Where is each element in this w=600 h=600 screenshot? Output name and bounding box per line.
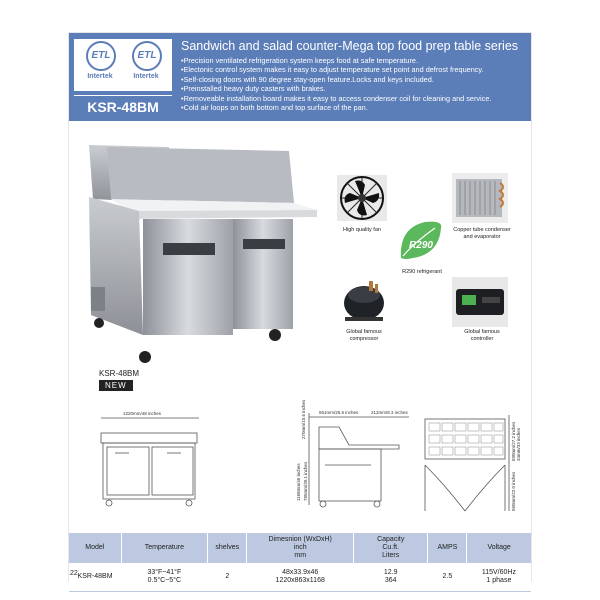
dim-height: 1168mm/46 inches xyxy=(296,463,301,501)
bullet-item: • Removeable installation board makes it easy to access condenser coil for cleaning and service. xyxy=(181,94,491,103)
table-header-row xyxy=(69,533,531,563)
cell-shelves: 2 xyxy=(208,563,247,592)
model-tag: KSR-48BM xyxy=(74,95,172,118)
controller-caption-line: controller xyxy=(470,335,494,342)
temp-celsius: 0.5°C~5°C xyxy=(147,577,182,584)
dim-inches: 48x33.9x46 xyxy=(282,569,319,576)
bullet-item: • Self-closing doors with 90 degree stay-open feature.Locks and keys included. xyxy=(181,75,491,84)
cell-temperature xyxy=(121,563,208,592)
col-model: Model xyxy=(69,533,121,563)
feature-bullets xyxy=(181,56,491,112)
cert-label: Intertek xyxy=(87,73,113,80)
col-shelves: shelves xyxy=(208,533,247,563)
dim-plan-depth: 690mm/27.2 inches xyxy=(511,421,516,461)
new-badge: NEW xyxy=(99,380,133,391)
capacity-liters: 364 xyxy=(384,577,397,584)
condenser-icon xyxy=(452,173,508,223)
bullet-item: • Precision ventilated refrigeration system keeps food at safe temperature. xyxy=(181,56,491,65)
voltage-line: 115V/60Hz xyxy=(481,569,516,576)
capacity-cuft: 12.9 xyxy=(383,569,398,576)
dim-side-depth-2: 212mm/8.3 inches xyxy=(371,410,408,415)
refrigerant-caption: R290 refrigerant xyxy=(402,269,442,275)
dim-lower-height: 785mm/30.1 inches xyxy=(303,461,308,501)
certification-box xyxy=(74,39,172,91)
controller-caption xyxy=(447,329,517,342)
col-temperature: Temperature xyxy=(121,533,208,563)
bullet-item: • Electonic control system makes it easy to adjust temperature set point and defrost frequency. xyxy=(181,65,491,74)
etl-logo-icon: ETL xyxy=(132,41,162,71)
col-capacity: Capacity Cu.ft. Liters xyxy=(353,533,427,563)
compressor-caption-line: Global famous xyxy=(346,329,382,335)
compressor-icon xyxy=(339,277,389,325)
dim-plan-depth-2: 34mm/33 inches xyxy=(516,427,521,461)
cell-capacity xyxy=(353,563,427,592)
product-caption: KSR-48BM xyxy=(99,369,140,378)
spec-table xyxy=(69,533,531,592)
fan-icon xyxy=(335,173,389,223)
col-amps: AMPS xyxy=(428,533,467,563)
controller-icon xyxy=(452,277,508,327)
cert-label: Intertek xyxy=(133,73,159,80)
dim-mm: 1220x863x1168 xyxy=(275,577,325,584)
r290-leaf-icon xyxy=(395,218,445,264)
condenser-caption xyxy=(447,227,517,240)
compressor-caption xyxy=(331,329,397,342)
etl-logo-icon: ETL xyxy=(86,41,116,71)
bullet-item: • Preinstalled heavy duty casters with brakes. xyxy=(181,84,491,93)
condenser-caption-line: and evaporator xyxy=(463,233,501,240)
dim-side-depth: 651mm/25.6 inches xyxy=(319,410,359,415)
page-title: Sandwich and salad counter-Mega top food prep table series xyxy=(181,39,519,53)
temp-fahrenheit: 33°F~41°F xyxy=(147,569,182,576)
col-voltage: Voltage xyxy=(467,533,531,563)
dim-door-swing: 560mm/22.0 inches xyxy=(511,471,516,511)
col-dimension: Dimesnion (WxDxH) inch mm xyxy=(247,533,354,563)
cell-voltage xyxy=(467,563,531,592)
condenser-caption-line: Copper tube condenser xyxy=(453,227,511,233)
header-banner xyxy=(69,33,531,121)
prep-table-image xyxy=(89,135,319,367)
cell-model: KSR-48BM xyxy=(69,563,121,592)
dim-front-width: 1220mm/48 inches xyxy=(123,411,162,416)
dim-top-height: 270mm/10.6 inches xyxy=(301,399,306,439)
voltage-phase: 1 phase xyxy=(486,577,512,584)
cell-dimension xyxy=(247,563,354,592)
etl-cert-1 xyxy=(80,41,120,87)
table-row xyxy=(69,563,531,592)
brochure-page xyxy=(68,32,532,582)
etl-cert-2 xyxy=(126,41,166,87)
compressor-caption-line: compressor xyxy=(349,335,379,342)
bullet-item: • Cold air loops on both bottom and top surface of the pan. xyxy=(181,103,491,112)
fan-caption: High quality fan xyxy=(343,227,381,233)
r290-logo-text: R290 xyxy=(409,240,433,251)
page-number: 22 xyxy=(70,570,78,577)
controller-caption-line: Global famous xyxy=(464,329,500,335)
technical-drawings xyxy=(89,399,521,525)
cell-amps: 2.5 xyxy=(428,563,467,592)
